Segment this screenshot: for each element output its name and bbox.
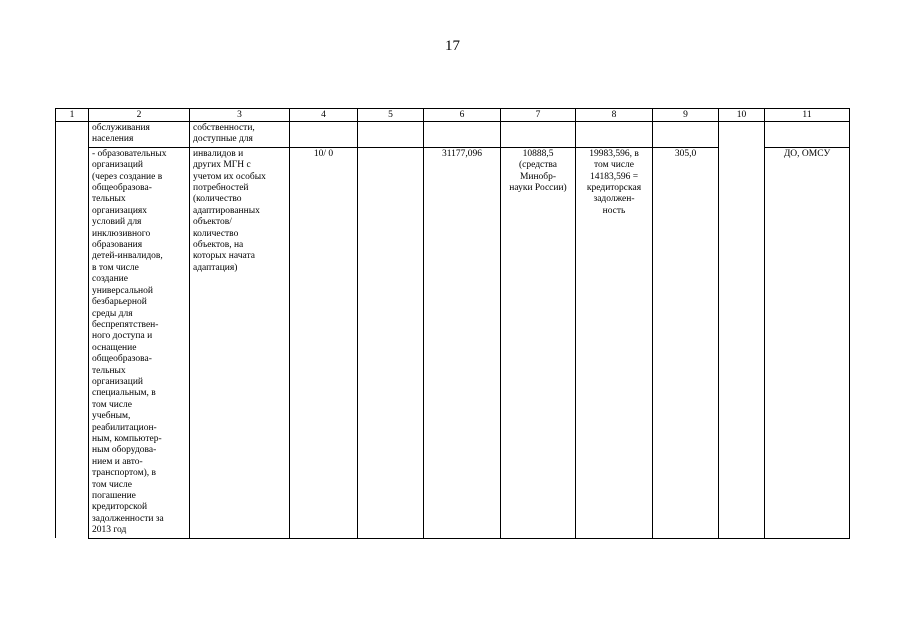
table-cell bbox=[719, 122, 765, 539]
table-cell bbox=[290, 122, 358, 148]
table-cell bbox=[576, 122, 653, 148]
table-cell: 10888,5 (средства Минобр- науки России) bbox=[501, 147, 576, 538]
header-cell: 11 bbox=[765, 109, 850, 122]
header-cell: 2 bbox=[89, 109, 190, 122]
table-cell: 10/ 0 bbox=[290, 147, 358, 538]
table-cell: - образовательных организаций (через создание в общеобразова- тельных организациях условий для инклюзивного образования детей-инвалидов, в том числе создание универсальной безбарьерной среды для беспрепятствен- ного доступа и оснащение общеобразова- тельных организаций специальным, в том числе учебным, реабилитацион- ным, компьютер- ным оборудова- нием и авто- транспортом), в том числе погашение кредиторской задолженности за 2013 год bbox=[89, 147, 190, 538]
table-cell bbox=[358, 147, 424, 538]
table-cell bbox=[501, 122, 576, 148]
header-cell: 10 bbox=[719, 109, 765, 122]
table-cell: ДО, ОМСУ bbox=[765, 147, 850, 538]
header-cell: 1 bbox=[56, 109, 89, 122]
header-cell: 9 bbox=[653, 109, 719, 122]
table-cell bbox=[56, 122, 89, 539]
table-cell: обслуживания населения bbox=[89, 122, 190, 148]
header-cell: 7 bbox=[501, 109, 576, 122]
header-cell: 3 bbox=[190, 109, 290, 122]
table-row bbox=[56, 122, 850, 148]
table-cell: 31177,096 bbox=[424, 147, 501, 538]
table-cell: 19983,596, в том числе 14183,596 = кредиторская задолжен- ность bbox=[576, 147, 653, 538]
table-cell bbox=[653, 122, 719, 148]
header-cell: 6 bbox=[424, 109, 501, 122]
table-cell bbox=[424, 122, 501, 148]
table-cell: 305,0 bbox=[653, 147, 719, 538]
header-row bbox=[56, 109, 850, 122]
header-cell: 4 bbox=[290, 109, 358, 122]
header-cell: 8 bbox=[576, 109, 653, 122]
program-table bbox=[55, 108, 850, 539]
table-cell: инвалидов и других МГН с учетом их особых потребностей (количество адаптированных объектов/ количество объектов, на которых начата адаптация) bbox=[190, 147, 290, 538]
header-cell: 5 bbox=[358, 109, 424, 122]
page-number: 17 bbox=[445, 38, 460, 54]
table-cell bbox=[765, 122, 850, 148]
table-cell bbox=[358, 122, 424, 148]
table-cell: собственности, доступные для bbox=[190, 122, 290, 148]
